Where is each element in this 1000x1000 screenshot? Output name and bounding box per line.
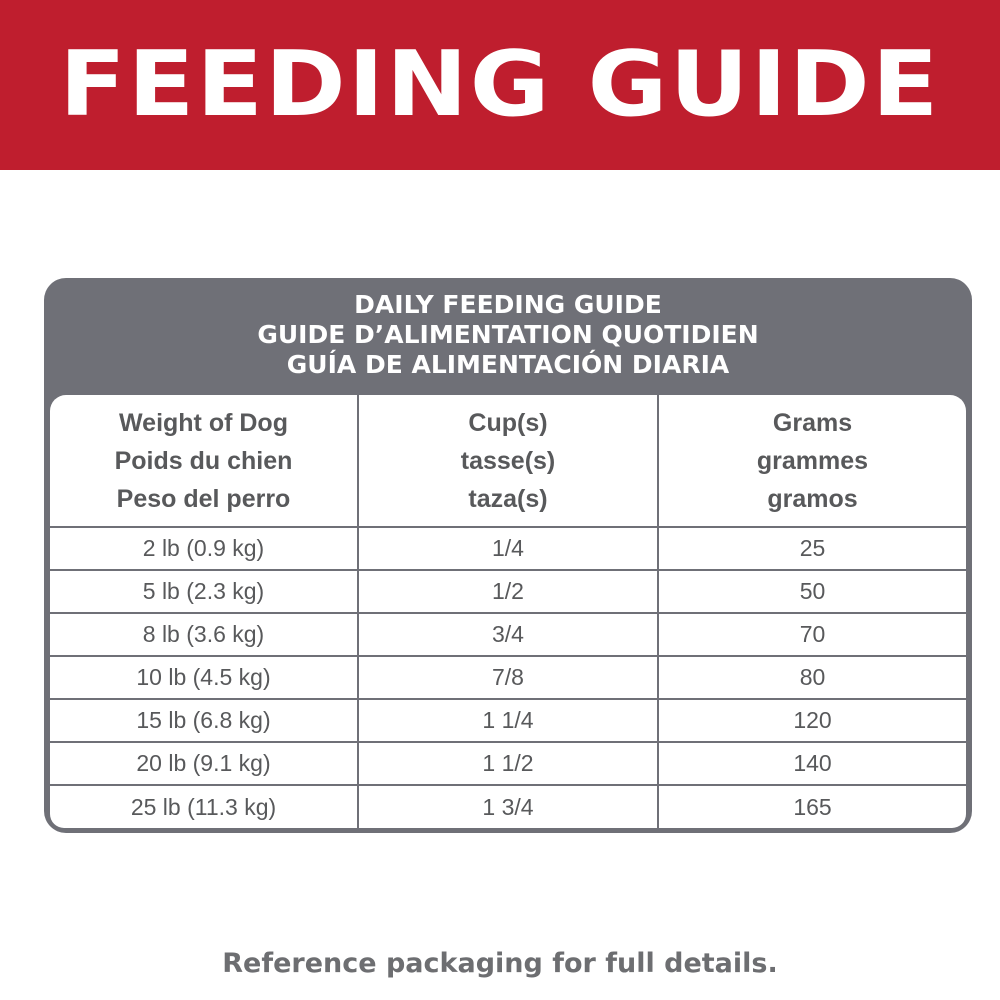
weight-cell: 5 lb (2.3 kg) bbox=[50, 570, 358, 613]
weight-cell: 20 lb (9.1 kg) bbox=[50, 742, 358, 785]
column-header-grams bbox=[658, 395, 966, 527]
table-row bbox=[50, 613, 966, 656]
column-header-line: Weight of Dog bbox=[119, 408, 288, 437]
grams-cell: 50 bbox=[658, 570, 966, 613]
card-header-spanish: GUÍA DE ALIMENTACIÓN DIARIA bbox=[286, 350, 730, 379]
column-header-cups bbox=[358, 395, 658, 527]
column-header-line: Cup(s) bbox=[468, 408, 548, 437]
card-header-english: DAILY FEEDING GUIDE bbox=[354, 290, 662, 319]
table-row bbox=[50, 570, 966, 613]
cups-cell: 1 1/4 bbox=[358, 699, 658, 742]
cups-cell: 1 1/2 bbox=[358, 742, 658, 785]
column-header-line: gramos bbox=[767, 484, 858, 513]
grams-cell: 140 bbox=[658, 742, 966, 785]
cups-cell: 1 3/4 bbox=[358, 785, 658, 828]
feeding-table bbox=[50, 395, 966, 828]
column-header-weight bbox=[50, 395, 358, 527]
table-row bbox=[50, 742, 966, 785]
column-header-line: Poids du chien bbox=[114, 446, 293, 475]
grams-cell: 80 bbox=[658, 656, 966, 699]
page-title: FEEDING GUIDE bbox=[59, 32, 941, 137]
cups-cell: 7/8 bbox=[358, 656, 658, 699]
card-header bbox=[44, 290, 972, 380]
table-row bbox=[50, 527, 966, 570]
weight-cell: 2 lb (0.9 kg) bbox=[50, 527, 358, 570]
feeding-guide-card bbox=[44, 278, 972, 833]
cups-cell: 1/2 bbox=[358, 570, 658, 613]
cups-cell: 3/4 bbox=[358, 613, 658, 656]
weight-cell: 15 lb (6.8 kg) bbox=[50, 699, 358, 742]
weight-cell: 8 lb (3.6 kg) bbox=[50, 613, 358, 656]
cups-cell: 1/4 bbox=[358, 527, 658, 570]
card-header-french: GUIDE D’ALIMENTATION QUOTIDIEN bbox=[257, 320, 759, 349]
table-row bbox=[50, 785, 966, 828]
column-header-line: taza(s) bbox=[468, 484, 548, 513]
table-row bbox=[50, 656, 966, 699]
weight-cell: 25 lb (11.3 kg) bbox=[50, 785, 358, 828]
table-row bbox=[50, 699, 966, 742]
table-header-row bbox=[50, 395, 966, 527]
column-header-line: tasse(s) bbox=[460, 446, 556, 475]
column-header-line: Grams bbox=[772, 408, 853, 437]
weight-cell: 10 lb (4.5 kg) bbox=[50, 656, 358, 699]
feeding-table-container bbox=[50, 395, 966, 828]
grams-cell: 120 bbox=[658, 699, 966, 742]
column-header-line: Peso del perro bbox=[116, 484, 291, 513]
title-banner bbox=[0, 0, 1000, 170]
grams-cell: 25 bbox=[658, 527, 966, 570]
grams-cell: 70 bbox=[658, 613, 966, 656]
grams-cell: 165 bbox=[793, 793, 832, 820]
footer-note: Reference packaging for full details. bbox=[222, 948, 778, 979]
column-header-line: grammes bbox=[756, 446, 869, 475]
